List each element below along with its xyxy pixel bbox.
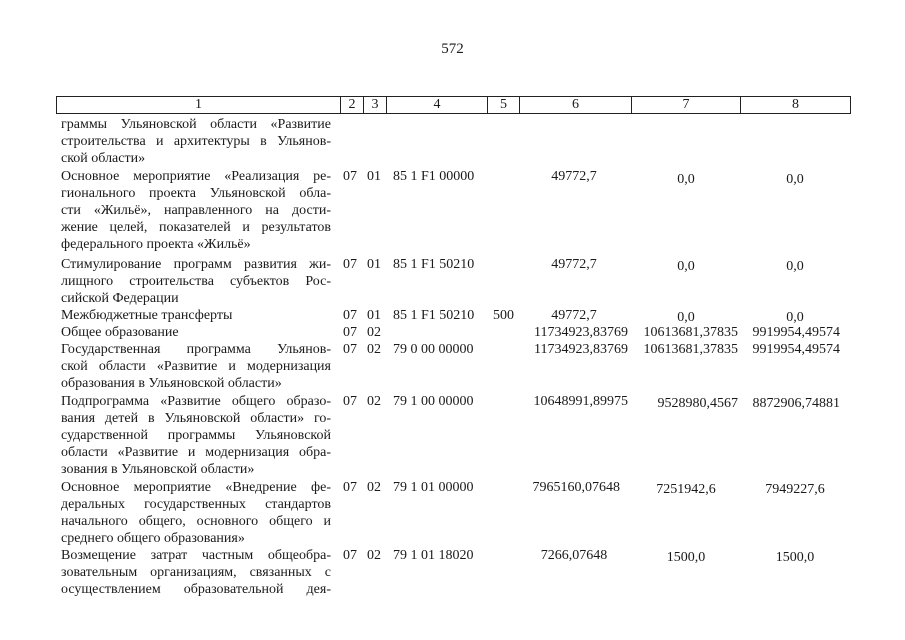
subsection-code: 02 bbox=[367, 342, 381, 357]
header-col-1: 1 bbox=[56, 96, 341, 114]
desc-line: сти «Жильё», направленного на дости- bbox=[61, 203, 331, 218]
desc-line: федерального проекта «Жильё» bbox=[61, 237, 251, 252]
desc-line: Межбюджетные трансферты bbox=[61, 308, 233, 323]
header-col-3: 3 bbox=[363, 96, 387, 114]
amount-col-8: 0,0 bbox=[786, 172, 804, 187]
header-col-8: 8 bbox=[740, 96, 851, 114]
amount-col-8: 8872906,74881 bbox=[752, 396, 840, 411]
desc-line: Стимулирование программ развития жи- bbox=[61, 257, 331, 272]
desc-line: Основное мероприятие «Внедрение фе- bbox=[61, 480, 331, 495]
desc-line: ской области «Развитие и модернизация bbox=[61, 359, 331, 374]
section-code: 07 bbox=[343, 325, 357, 340]
amount-col-7: 0,0 bbox=[677, 172, 695, 187]
section-code: 07 bbox=[343, 548, 357, 563]
desc-line: сийской Федерации bbox=[61, 291, 179, 306]
header-col-7: 7 bbox=[631, 96, 741, 114]
desc-line: лищного строительства субъектов Рос- bbox=[61, 274, 331, 289]
desc-line: сударственной программы Ульяновской bbox=[61, 428, 331, 443]
amount-col-8: 9919954,49574 bbox=[752, 325, 840, 340]
row-description bbox=[61, 307, 331, 324]
amount-col-7: 7251942,6 bbox=[656, 482, 716, 497]
section-code: 07 bbox=[343, 394, 357, 409]
section-code: 07 bbox=[343, 342, 357, 357]
expense-type: 500 bbox=[493, 308, 514, 323]
desc-line: ской области» bbox=[61, 151, 146, 166]
amount-col-6: 10648991,89975 bbox=[533, 394, 628, 409]
row-description bbox=[61, 547, 331, 598]
amount-col-8: 9919954,49574 bbox=[752, 342, 840, 357]
desc-line: граммы Ульяновской области «Развитие bbox=[61, 117, 331, 132]
desc-line: Возмещение затрат частным общеобра- bbox=[61, 548, 331, 563]
row-description bbox=[61, 393, 331, 478]
amount-col-7: 1500,0 bbox=[666, 550, 706, 565]
desc-line: начального общего, основного общего и bbox=[61, 514, 331, 529]
desc-line: деральных государственных стандартов bbox=[61, 497, 331, 512]
target-article: 85 1 F1 00000 bbox=[393, 169, 475, 184]
amount-col-7: 10613681,37835 bbox=[643, 325, 738, 340]
row-description bbox=[61, 116, 331, 167]
subsection-code: 02 bbox=[367, 548, 381, 563]
row-description bbox=[61, 256, 331, 307]
target-article: 79 0 00 00000 bbox=[393, 342, 474, 357]
header-col-2: 2 bbox=[340, 96, 364, 114]
section-code: 07 bbox=[343, 480, 357, 495]
target-article: 85 1 F1 50210 bbox=[393, 257, 475, 272]
section-code: 07 bbox=[343, 169, 357, 184]
desc-line: Государственная программа Ульянов- bbox=[61, 342, 331, 357]
amount-col-6: 7965160,07648 bbox=[532, 480, 620, 495]
desc-line: образования в Ульяновской области» bbox=[61, 376, 282, 391]
target-article: 79 1 01 00000 bbox=[393, 480, 474, 495]
desc-line: среднего общего образования» bbox=[61, 531, 245, 546]
section-code: 07 bbox=[343, 308, 357, 323]
amount-col-6: 49772,7 bbox=[551, 169, 597, 184]
desc-line: осуществлением образовательной дея- bbox=[61, 582, 331, 597]
amount-col-7: 10613681,37835 bbox=[643, 342, 738, 357]
row-description bbox=[61, 168, 331, 253]
amount-col-7: 9528980,4567 bbox=[657, 396, 738, 411]
subsection-code: 02 bbox=[367, 480, 381, 495]
target-article: 85 1 F1 50210 bbox=[393, 308, 475, 323]
amount-col-6: 11734923,83769 bbox=[534, 325, 628, 340]
row-description bbox=[61, 341, 331, 392]
desc-line: Основное мероприятие «Реализация ре- bbox=[61, 169, 331, 184]
amount-col-6: 49772,7 bbox=[551, 308, 597, 323]
row-description bbox=[61, 324, 331, 341]
desc-line: вания детей в Ульяновской области» го- bbox=[61, 411, 331, 426]
header-col-4: 4 bbox=[386, 96, 488, 114]
amount-col-6: 7266,07648 bbox=[540, 548, 608, 563]
desc-line: жение целей, показателей и результатов bbox=[61, 220, 331, 235]
subsection-code: 01 bbox=[367, 257, 381, 272]
desc-line: зовательным организациям, связанных с bbox=[61, 565, 331, 580]
row-description bbox=[61, 479, 331, 547]
amount-col-8: 1500,0 bbox=[775, 550, 815, 565]
target-article: 79 1 01 18020 bbox=[393, 548, 474, 563]
subsection-code: 02 bbox=[367, 394, 381, 409]
desc-line: гионального проекта Ульяновской обла- bbox=[61, 186, 331, 201]
target-article: 79 1 00 00000 bbox=[393, 394, 474, 409]
desc-line: Общее образование bbox=[61, 325, 179, 340]
section-code: 07 bbox=[343, 257, 357, 272]
subsection-code: 01 bbox=[367, 169, 381, 184]
desc-line: зования в Ульяновской области» bbox=[61, 462, 255, 477]
desc-line: Подпрограмма «Развитие общего образо- bbox=[61, 394, 331, 409]
amount-col-8: 7949227,6 bbox=[765, 482, 825, 497]
subsection-code: 01 bbox=[367, 308, 381, 323]
header-col-5: 5 bbox=[487, 96, 520, 114]
desc-line: области «Развитие и модернизация обра- bbox=[61, 445, 331, 460]
amount-col-7: 0,0 bbox=[677, 259, 695, 274]
desc-line: строительства и архитектуры в Ульянов- bbox=[61, 134, 331, 149]
subsection-code: 02 bbox=[367, 325, 381, 340]
amount-col-6: 11734923,83769 bbox=[534, 342, 628, 357]
amount-col-8: 0,0 bbox=[786, 310, 804, 325]
amount-col-7: 0,0 bbox=[677, 310, 695, 325]
header-col-6: 6 bbox=[519, 96, 632, 114]
page-number: 572 bbox=[441, 41, 464, 57]
amount-col-6: 49772,7 bbox=[551, 257, 597, 272]
amount-col-8: 0,0 bbox=[786, 259, 804, 274]
